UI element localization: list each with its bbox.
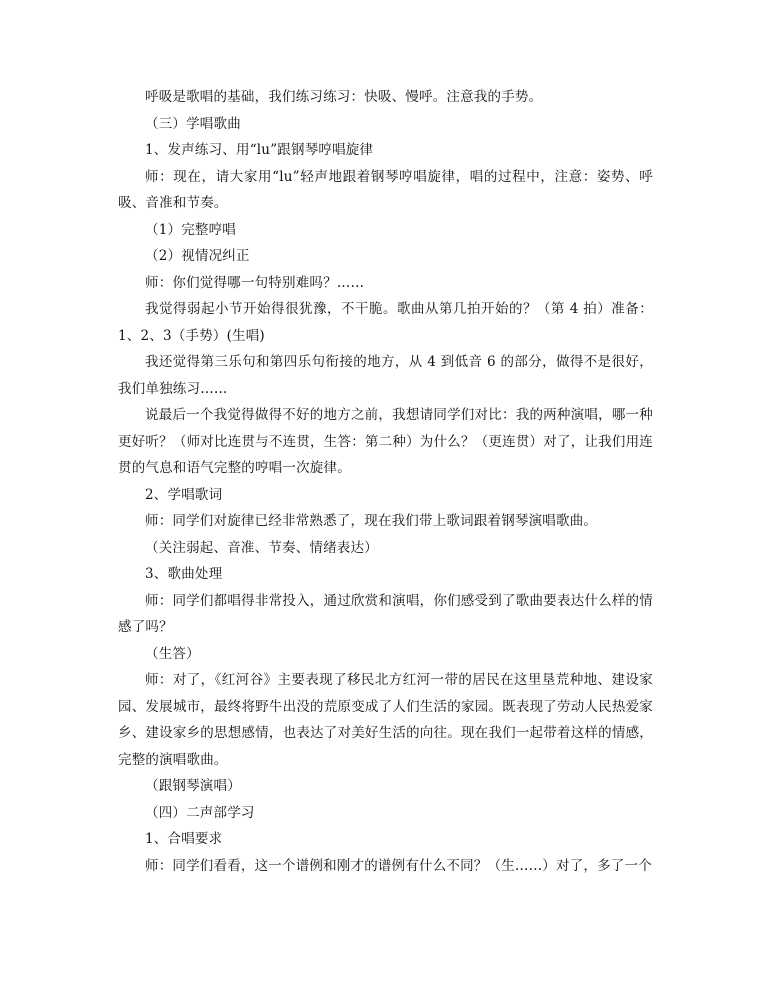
subheading-chorus-requirements: 1、合唱要求 <box>145 831 223 847</box>
subheading-song-treatment: 3、歌曲处理 <box>145 566 223 582</box>
step-correction: （2）视情况纠正 <box>145 248 250 264</box>
paragraph-lyrics-instruction: 师：同学们对旋律已经非常熟悉了，现在我们带上歌词跟着钢琴演唱歌曲。 <box>145 513 598 529</box>
document-body <box>118 84 653 879</box>
paragraph-teacher-question: 师：你们觉得哪一句特别难吗？…… <box>145 274 365 291</box>
step-full-humming: （1）完整哼唱 <box>145 221 236 238</box>
subheading-vocal-practice: 1、发声练习、用“lu”跟钢琴哼唱旋律 <box>145 142 374 158</box>
paragraph-red-river-valley: 师：对了，《红河谷》主要表现了移民北方红河一带的居民在这里垦荒种地、建设家园、发展城市，最终将野牛出没的荒原变成了人们生活的家园。既表现了劳动人民热爱家乡、建设家乡的思想感情，也表达了对美好生活的向往。现在我们一起带着这样的情感，完整的演唱歌曲。 <box>118 672 653 768</box>
paragraph-piano-singing: （跟钢琴演唱） <box>145 778 241 794</box>
paragraph-score-comparison: 师：同学们看看，这一个谱例和刚才的谱例有什么不同？（生……）对了，多了一个 <box>145 857 652 874</box>
paragraph-phrase-transition: 我还觉得第三乐句和第四乐句衔接的地方，从 4 到低音 6 的部分，做得不是很好，我们单独练习…… <box>118 354 653 397</box>
paragraph-emotion-question: 师：同学们都唱得非常投入，通过欣赏和演唱，你们感受到了歌曲要表达什么样的情感了吗？ <box>118 592 653 635</box>
paragraph-upbeat: 我觉得弱起小节开始得很犹豫，不干脆。歌曲从第几拍开始的？（第 4 拍）准备：1、2、3（手势）(生唱) <box>118 301 653 344</box>
paragraph-breathing: 呼吸是歌唱的基础，我们练习练习：快吸、慢呼。注意我的手势。 <box>145 89 543 105</box>
paragraph-student-answer: （生答） <box>145 645 200 662</box>
section-heading-two-part: （四）二声部学习 <box>145 804 255 821</box>
section-heading-learn-song: （三）学唱歌曲 <box>145 115 241 132</box>
paragraph-teacher-instruction: 师：现在，请大家用“lu”轻声地跟着钢琴哼唱旋律，唱的过程中，注意：姿势、呼吸、音准和节奏。 <box>118 168 653 211</box>
subheading-lyrics: 2、学唱歌词 <box>145 486 223 503</box>
paragraph-comparison: 说最后一个我觉得做得不好的地方之前，我想请同学们对比：我的两种演唱，哪一种更好听？（师对比连贯与不连贯，生答：第二种）为什么？（更连贯）对了，让我们用连贯的气息和语气完整的哼唱一次旋律。 <box>118 407 653 476</box>
paragraph-focus-note: （关注弱起、音准、节奏、情绪表达） <box>145 539 378 556</box>
